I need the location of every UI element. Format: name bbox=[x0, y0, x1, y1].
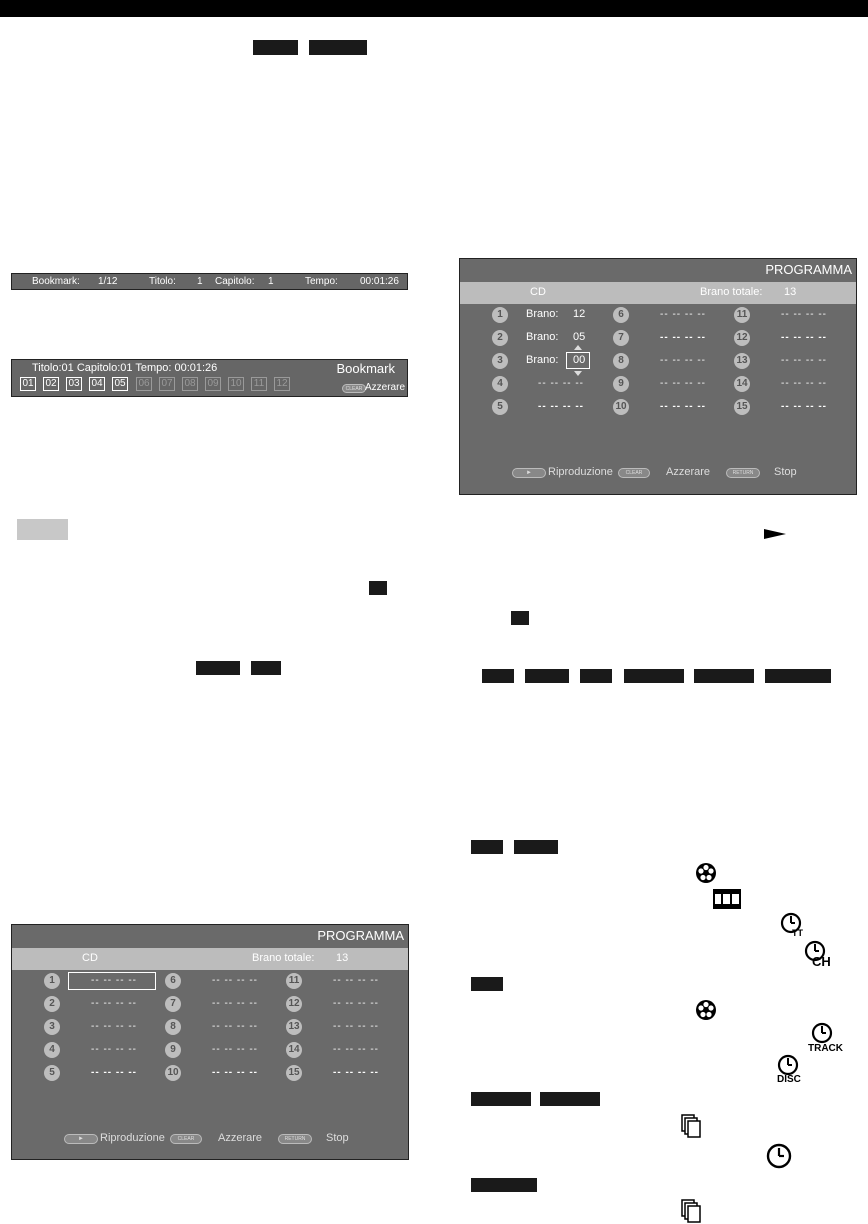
play-label: Riproduzione bbox=[548, 466, 613, 478]
disc-type-tag bbox=[251, 661, 281, 675]
program-slot-number: 14 bbox=[734, 376, 750, 392]
program-slot-value: -- -- -- -- bbox=[333, 1044, 379, 1055]
clear-button[interactable]: CLEAR bbox=[618, 468, 650, 478]
brano-label: Brano: bbox=[526, 331, 559, 343]
disc-type-tag bbox=[624, 669, 684, 683]
program-slot-value: -- -- -- -- bbox=[212, 1044, 258, 1055]
file-pages-icon bbox=[680, 1113, 702, 1139]
bookmark-value: 1/12 bbox=[98, 276, 118, 287]
disc-type-tag bbox=[514, 840, 558, 854]
disc-time-icon bbox=[773, 1054, 809, 1086]
program-slot-value: -- -- -- -- bbox=[538, 401, 584, 412]
program-slot-value: -- -- -- -- bbox=[212, 1021, 258, 1032]
program-slot-value: -- -- -- -- bbox=[781, 401, 827, 412]
program-screen-empty bbox=[11, 924, 409, 1160]
bookmark-cell[interactable]: 03 bbox=[66, 377, 82, 391]
play-label: Riproduzione bbox=[100, 1132, 165, 1144]
disc-type-tag bbox=[482, 669, 514, 683]
brano-label: Brano: bbox=[526, 354, 559, 366]
bookmark-cell[interactable]: 08 bbox=[182, 377, 198, 391]
disc-type-tag bbox=[694, 669, 754, 683]
file-pages-icon bbox=[680, 1198, 702, 1224]
program-slot-value: -- -- -- -- bbox=[333, 998, 379, 1009]
program-slot-value: -- -- -- -- bbox=[91, 1067, 137, 1078]
program-slot-value: -- -- -- -- bbox=[333, 1021, 379, 1032]
program-slot-number: 6 bbox=[165, 973, 181, 989]
bookmark-cell[interactable]: 09 bbox=[205, 377, 221, 391]
program-slot-number: 7 bbox=[613, 330, 629, 346]
program-slot-number: 15 bbox=[734, 399, 750, 415]
page-header-bar bbox=[0, 0, 868, 17]
program-slot-number: 4 bbox=[44, 1042, 60, 1058]
program-slot-value: -- -- -- -- bbox=[538, 378, 584, 389]
program-slot-number: 1 bbox=[492, 307, 508, 323]
program-slot-value: -- -- -- -- bbox=[781, 309, 827, 320]
program-slot-value: -- -- -- -- bbox=[91, 1044, 137, 1055]
program-screen-entry bbox=[459, 258, 857, 495]
track-icon-text: TRACK bbox=[808, 1043, 843, 1054]
program-slot-number: 13 bbox=[734, 353, 750, 369]
disc-type-tag bbox=[196, 661, 240, 675]
program-slot-value: -- -- -- -- bbox=[781, 332, 827, 343]
total-tracks-value: 13 bbox=[784, 286, 797, 298]
disc-type-tag bbox=[309, 40, 367, 55]
time-value: 00:01:26 bbox=[360, 276, 399, 287]
program-slot-value: -- -- -- -- bbox=[660, 332, 706, 343]
bookmark-status-bar bbox=[11, 273, 408, 290]
clear-label: Azzerare bbox=[365, 382, 406, 393]
clear-button[interactable]: CLEAR bbox=[170, 1134, 202, 1144]
bookmark-cell[interactable]: 05 bbox=[112, 377, 128, 391]
chapter-value: 1 bbox=[268, 276, 274, 287]
program-subheader bbox=[460, 282, 856, 304]
bookmark-info: Titolo:01 Capitolo:01 Tempo: 00:01:26 bbox=[32, 362, 218, 374]
disc-type-tag bbox=[471, 840, 503, 854]
program-slot-number: 9 bbox=[613, 376, 629, 392]
bookmark-title: Bookmark bbox=[336, 361, 395, 376]
program-header bbox=[12, 925, 408, 948]
program-slot-value: -- -- -- -- bbox=[91, 998, 137, 1009]
program-slot-number: 13 bbox=[286, 1019, 302, 1035]
program-slot-value: -- -- -- -- bbox=[91, 1021, 137, 1032]
program-slot-value: -- -- -- -- bbox=[660, 378, 706, 389]
program-slot-value: -- -- -- -- bbox=[212, 998, 258, 1009]
brano-value: 12 bbox=[573, 308, 586, 320]
bookmark-panel bbox=[11, 359, 408, 397]
program-title: PROGRAMMA bbox=[765, 262, 852, 277]
ch-icon-text: CH bbox=[812, 954, 831, 968]
bookmark-cell[interactable]: 12 bbox=[274, 377, 290, 391]
bookmark-cell[interactable]: 10 bbox=[228, 377, 244, 391]
disc-type-tag bbox=[525, 669, 569, 683]
play-icon bbox=[764, 529, 786, 539]
program-slot-number: 10 bbox=[165, 1065, 181, 1081]
brano-value: 05 bbox=[573, 331, 586, 343]
bookmark-cell[interactable]: 06 bbox=[136, 377, 152, 391]
program-slot-value: -- -- -- -- bbox=[333, 1067, 379, 1078]
program-slot-number: 11 bbox=[734, 307, 750, 323]
arrow-up-icon[interactable] bbox=[574, 345, 582, 350]
disc-type-tag bbox=[580, 669, 612, 683]
program-slot-value: -- -- -- -- bbox=[781, 378, 827, 389]
disc-icon-text: DISC bbox=[777, 1074, 801, 1085]
program-slot-number: 10 bbox=[613, 399, 629, 415]
return-button[interactable]: RETURN bbox=[726, 468, 760, 478]
clear-button[interactable]: CLEAR bbox=[342, 384, 366, 393]
play-button[interactable]: ► bbox=[64, 1134, 98, 1144]
program-slot-value: -- -- -- -- bbox=[781, 355, 827, 366]
program-slot-number: 5 bbox=[44, 1065, 60, 1081]
arrow-down-icon[interactable] bbox=[574, 371, 582, 376]
track-time-icon bbox=[805, 1022, 845, 1054]
program-header bbox=[460, 259, 856, 282]
program-slot-value: -- -- -- -- bbox=[333, 975, 379, 986]
clear-label: Azzerare bbox=[218, 1132, 263, 1144]
program-slot-value: -- -- -- -- bbox=[212, 975, 258, 986]
program-slot-number: 5 bbox=[492, 399, 508, 415]
total-tracks-label: Brano totale: bbox=[252, 952, 315, 964]
track-entry-box[interactable] bbox=[566, 352, 590, 369]
title-value: 1 bbox=[197, 276, 203, 287]
brano-label: Brano: bbox=[526, 308, 559, 320]
program-slot-number: 12 bbox=[286, 996, 302, 1012]
disc-type-tag bbox=[765, 669, 831, 683]
play-button[interactable]: ► bbox=[512, 468, 546, 478]
program-slot-number: 8 bbox=[613, 353, 629, 369]
program-slot-number: 3 bbox=[492, 353, 508, 369]
bookmark-label: Bookmark: bbox=[32, 276, 80, 287]
program-source: CD bbox=[82, 952, 98, 964]
time-label: Tempo: bbox=[305, 276, 338, 287]
disc-type-tag bbox=[540, 1092, 600, 1106]
tt-icon-text: TT bbox=[792, 928, 803, 938]
program-slot-cursor[interactable] bbox=[68, 972, 156, 990]
program-slot-number: 12 bbox=[734, 330, 750, 346]
note-box bbox=[17, 519, 68, 540]
program-slot-number: 2 bbox=[44, 996, 60, 1012]
clear-label: Azzerare bbox=[666, 466, 711, 478]
stop-label: Stop bbox=[326, 1132, 349, 1144]
bookmark-cell[interactable]: 04 bbox=[89, 377, 105, 391]
return-button[interactable]: RETURN bbox=[278, 1134, 312, 1144]
program-slot-number: 1 bbox=[44, 973, 60, 989]
chapter-label: Capitolo: bbox=[215, 276, 255, 287]
program-slot-value: -- -- -- -- bbox=[212, 1067, 258, 1078]
title-reel-icon bbox=[695, 862, 717, 884]
program-slot-number: 9 bbox=[165, 1042, 181, 1058]
program-slot-value: -- -- -- -- bbox=[660, 309, 706, 320]
program-slot-number: 7 bbox=[165, 996, 181, 1012]
disc-type-tag bbox=[471, 1178, 537, 1192]
program-slot-number: 8 bbox=[165, 1019, 181, 1035]
disc-type-tag bbox=[511, 611, 529, 625]
disc-type-tag bbox=[471, 977, 503, 991]
disc-type-tag bbox=[471, 1092, 531, 1106]
program-slot-value[interactable]: -- -- -- -- bbox=[91, 975, 137, 986]
program-slot-number: 3 bbox=[44, 1019, 60, 1035]
program-source: CD bbox=[530, 286, 546, 298]
title-reel-icon bbox=[695, 999, 717, 1021]
disc-type-tag bbox=[253, 40, 298, 55]
bookmark-cell[interactable]: 02 bbox=[43, 377, 59, 391]
program-slot-number: 2 bbox=[492, 330, 508, 346]
bookmark-cell[interactable]: 07 bbox=[159, 377, 175, 391]
program-slot-number: 14 bbox=[286, 1042, 302, 1058]
bookmark-cell[interactable]: 01 bbox=[20, 377, 36, 391]
total-tracks-label: Brano totale: bbox=[700, 286, 763, 298]
program-title: PROGRAMMA bbox=[317, 928, 404, 943]
chapter-time-icon bbox=[802, 940, 838, 968]
program-slot-number: 6 bbox=[613, 307, 629, 323]
disc-type-tag bbox=[369, 581, 387, 595]
total-tracks-value: 13 bbox=[336, 952, 349, 964]
program-slot-number: 15 bbox=[286, 1065, 302, 1081]
program-subheader bbox=[12, 948, 408, 970]
program-slot-number: 11 bbox=[286, 973, 302, 989]
program-slot-value: -- -- -- -- bbox=[660, 355, 706, 366]
program-slot-value: -- -- -- -- bbox=[660, 401, 706, 412]
elapsed-time-icon bbox=[765, 1142, 793, 1170]
program-slot-number: 4 bbox=[492, 376, 508, 392]
bookmark-cell[interactable]: 11 bbox=[251, 377, 267, 391]
title-time-icon bbox=[780, 912, 806, 938]
brano-value[interactable]: 00 bbox=[573, 354, 586, 366]
chapter-film-icon bbox=[713, 889, 741, 909]
stop-label: Stop bbox=[774, 466, 797, 478]
title-label: Titolo: bbox=[149, 276, 176, 287]
